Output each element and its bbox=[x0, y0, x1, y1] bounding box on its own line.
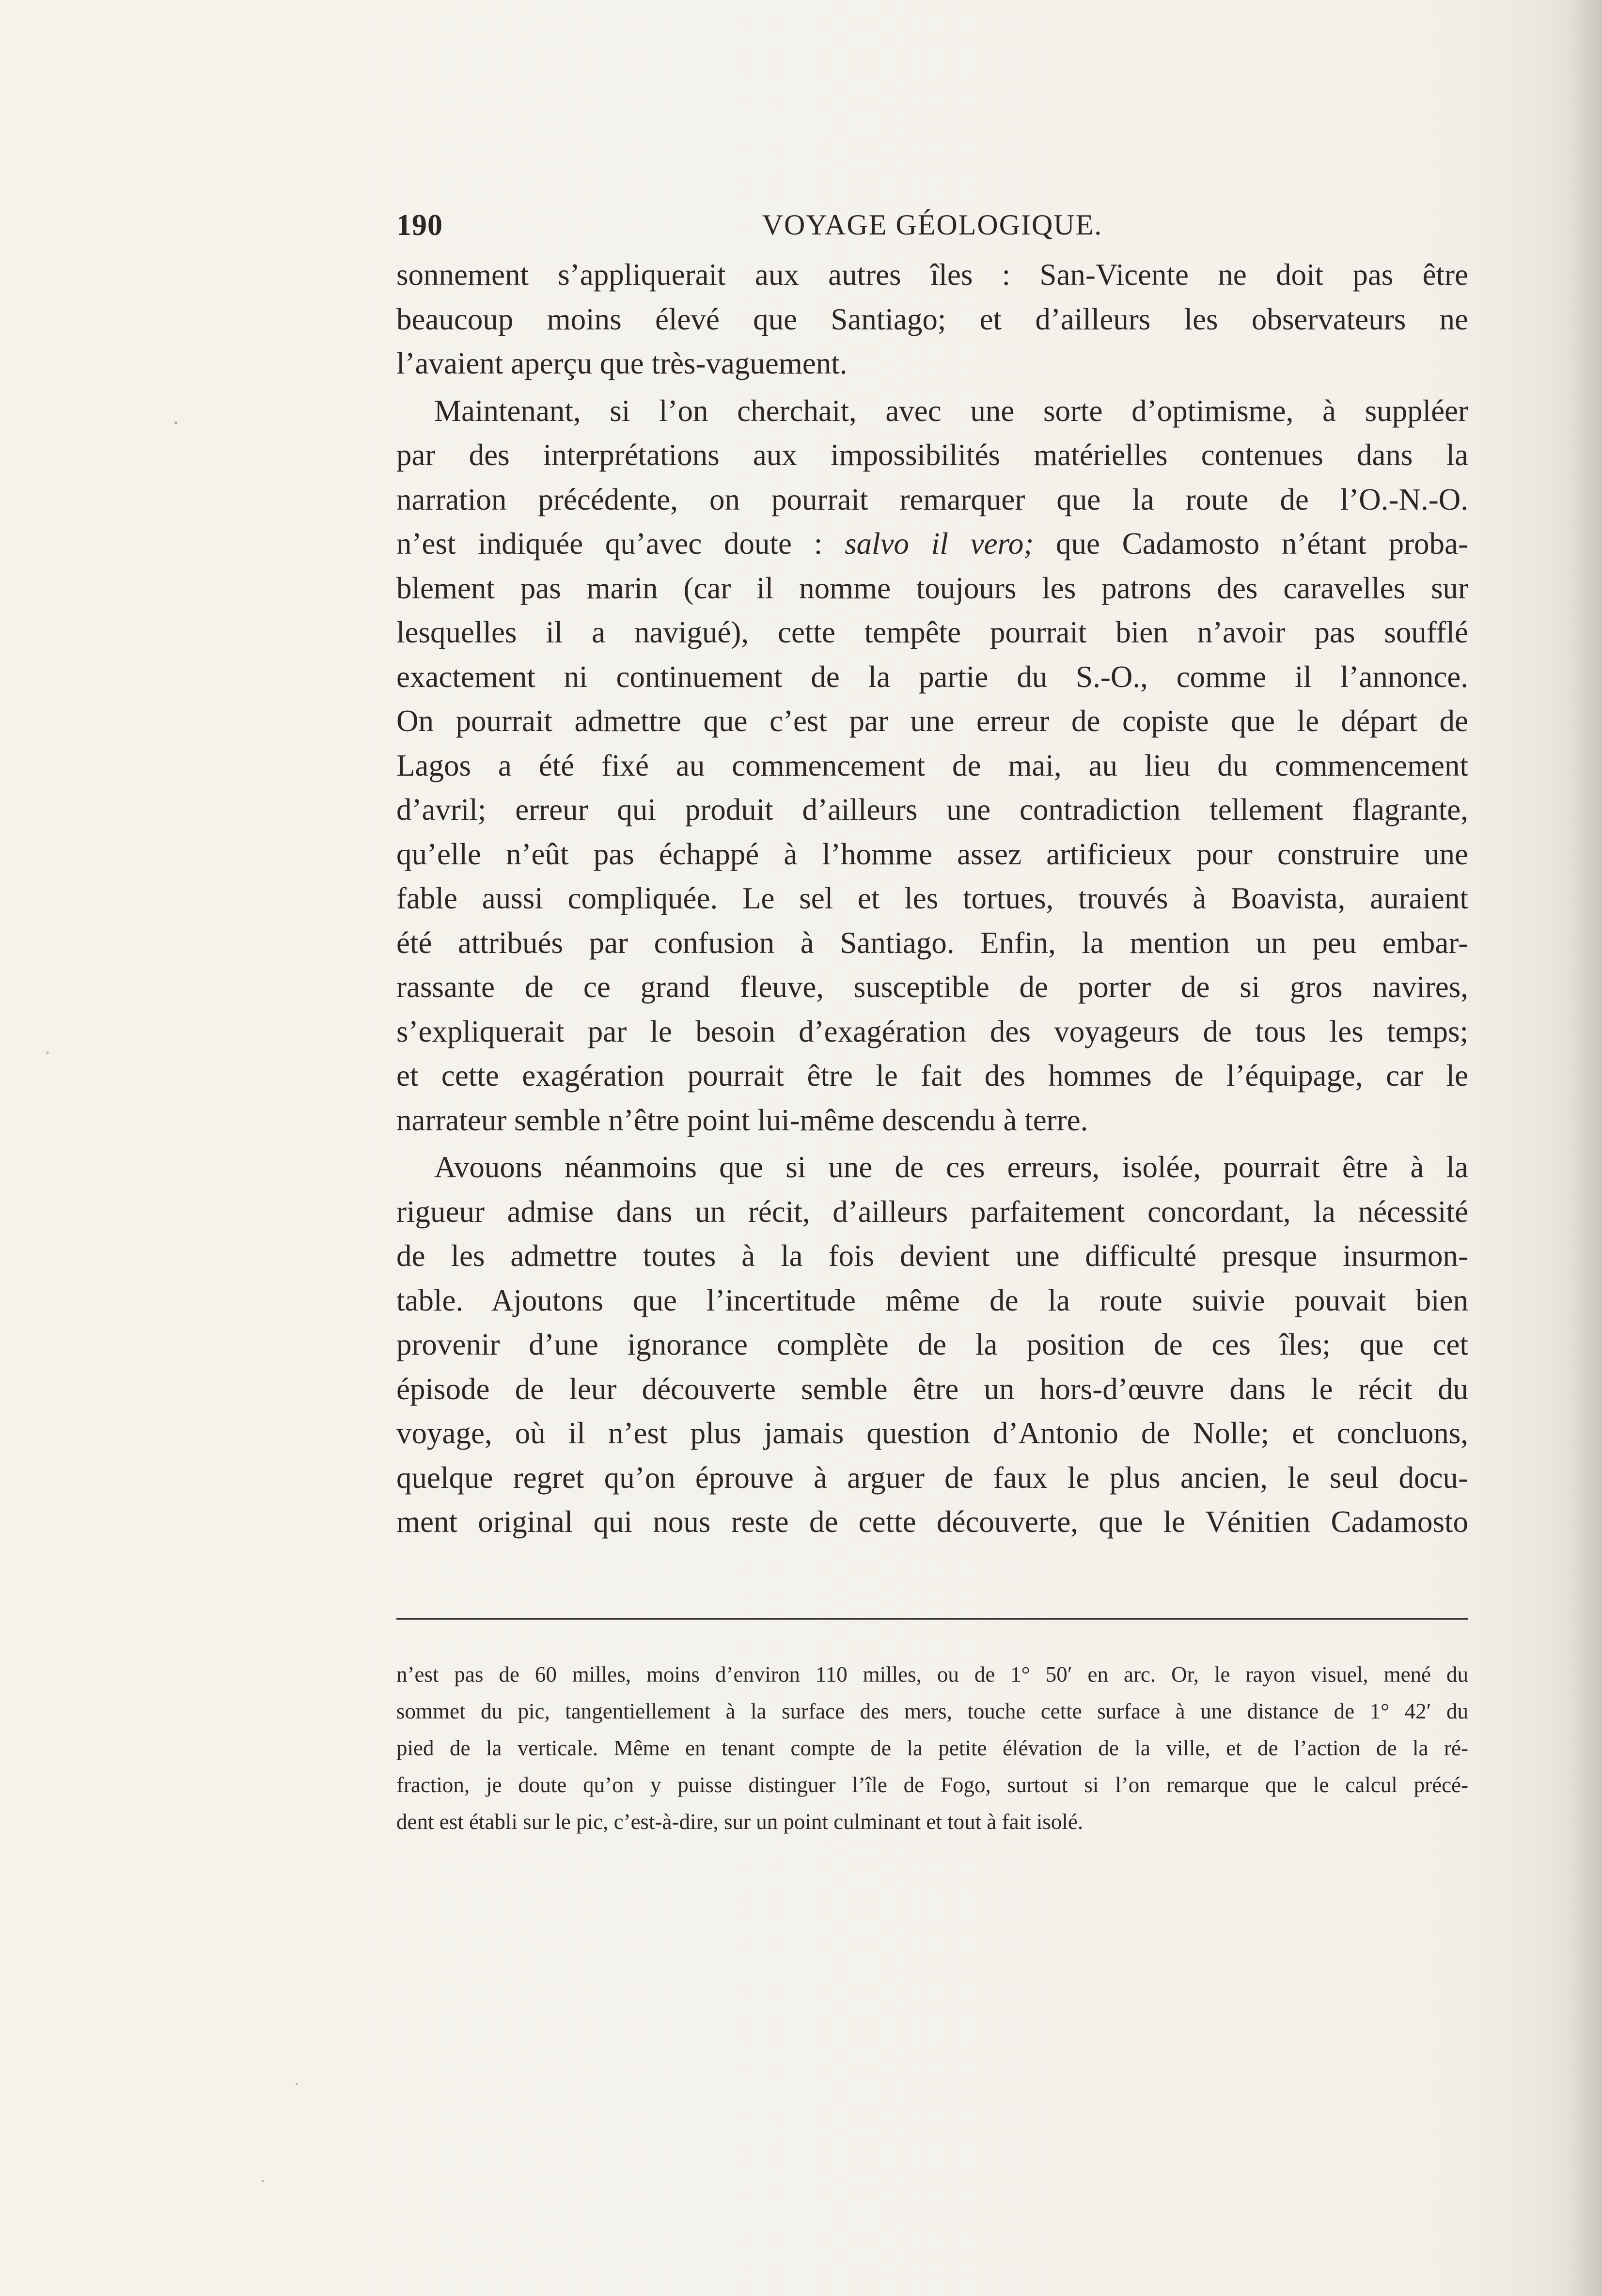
text-line: été attribués par confusion à Santiago. Enfin, la mention un peu embar- bbox=[396, 925, 1468, 960]
footnote-line: pied de la verticale. Même en tenant compte de la petite élévation de la ville, et de l’action de la ré- bbox=[396, 1736, 1468, 1760]
running-header bbox=[396, 208, 1468, 247]
paper-fleck bbox=[174, 422, 177, 424]
text-run: n’est indiquée qu’avec doute : bbox=[396, 527, 845, 561]
text-run: que Cadamosto n’étant proba- bbox=[1034, 527, 1468, 561]
paper-fleck bbox=[262, 2180, 264, 2182]
page-edge-shadow bbox=[1568, 0, 1602, 2296]
text-line: narrateur semble n’être point lui-même descendu à terre. bbox=[396, 1103, 1088, 1137]
paper-fleck bbox=[46, 1051, 49, 1054]
main-text bbox=[396, 253, 1468, 1545]
text-line: par des interprétations aux impossibilités matérielles contenues dans la bbox=[396, 438, 1468, 472]
text-line: rassante de ce grand fleuve, susceptible de porter de si gros navires, bbox=[396, 970, 1468, 1004]
text-line: Lagos a été fixé au commencement de mai, au lieu du commencement bbox=[396, 748, 1468, 782]
text-line: provenir d’une ignorance complète de la position de ces îles; que cet bbox=[396, 1328, 1468, 1361]
text-line: qu’elle n’eût pas échappé à l’homme assez artificieux pour construire une bbox=[396, 837, 1468, 871]
text-line: épisode de leur découverte semble être un hors-d’œuvre dans le récit du bbox=[396, 1372, 1468, 1406]
text-line: Maintenant, si l’on cherchait, avec une sorte d’optimisme, à suppléer bbox=[434, 393, 1468, 428]
text-line bbox=[396, 522, 1468, 566]
text-line: l’avaient aperçu que très-vaguement. bbox=[396, 346, 848, 380]
paper-fleck bbox=[296, 2083, 298, 2085]
text-line: voyage, où il n’est plus jamais question d’Antonio de Nolle; et concluons, bbox=[396, 1416, 1468, 1450]
footnote-line: n’est pas de 60 milles, moins d’environ 110 milles, ou de 1° 50′ en arc. Or, le rayon visuel, mené du bbox=[396, 1662, 1468, 1687]
text-line: table. Ajoutons que l’incertitude même de la route suivie pouvait bien bbox=[396, 1283, 1468, 1317]
text-line: de les admettre toutes à la fois devient une difficulté presque insurmon- bbox=[396, 1239, 1468, 1273]
page-number: 190 bbox=[396, 209, 443, 242]
text-line: s’expliquerait par le besoin d’exagération des voyageurs de tous les temps; bbox=[396, 1014, 1468, 1048]
text-line: narration précédente, on pourrait remarquer que la route de l’O.-N.-O. bbox=[396, 482, 1468, 516]
footnote-line: fraction, je doute qu’on y puisse distinguer l’île de Fogo, surtout si l’on remarque que le calcul précé- bbox=[396, 1773, 1468, 1797]
footnote-line: dent est établi sur le pic, c’est-à-dire, sur un point culminant et tout à fait isolé. bbox=[396, 1810, 1084, 1834]
footnote bbox=[396, 1656, 1468, 1840]
text-line: d’avril; erreur qui produit d’ailleurs une contradiction tellement flagrante, bbox=[396, 793, 1468, 827]
text-line: exactement ni continuement de la partie du S.-O., comme il l’annonce. bbox=[396, 659, 1468, 694]
text-line: rigueur admise dans un récit, d’ailleurs parfaitement concordant, la nécessité bbox=[396, 1194, 1468, 1229]
text-line: lesquelles il a navigué), cette tempête pourrait bien n’avoir pas soufflé bbox=[396, 615, 1468, 649]
text-line: beaucoup moins élevé que Santiago; et d’ailleurs les observateurs ne bbox=[396, 302, 1468, 336]
italic-quote: salvo il vero; bbox=[845, 527, 1034, 561]
text-line: Avouons néanmoins que si une de ces erreurs, isolée, pourrait être à la bbox=[434, 1150, 1468, 1184]
footnote-rule bbox=[396, 1618, 1468, 1620]
running-title: VOYAGE GÉOLOGIQUE. bbox=[762, 209, 1103, 241]
text-line: fable aussi compliquée. Le sel et les tortues, trouvés à Boavista, auraient bbox=[396, 881, 1468, 915]
text-line: ment original qui nous reste de cette découverte, que le Vénitien Cadamosto bbox=[396, 1505, 1468, 1539]
footnote-line: sommet du pic, tangentiellement à la surface des mers, touche cette surface à une distance de 1° 42′ du bbox=[396, 1699, 1468, 1723]
text-line: quelque regret qu’on éprouve à arguer de faux le plus ancien, le seul docu- bbox=[396, 1460, 1468, 1495]
text-line: blement pas marin (car il nomme toujours les patrons des caravelles sur bbox=[396, 571, 1468, 605]
text-line: On pourrait admettre que c’est par une erreur de copiste que le départ de bbox=[396, 704, 1468, 738]
text-line: et cette exagération pourrait être le fait des hommes de l’équipage, car le bbox=[396, 1059, 1468, 1093]
text-line: sonnement s’appliquerait aux autres îles : San-Vicente ne doit pas être bbox=[396, 258, 1468, 292]
